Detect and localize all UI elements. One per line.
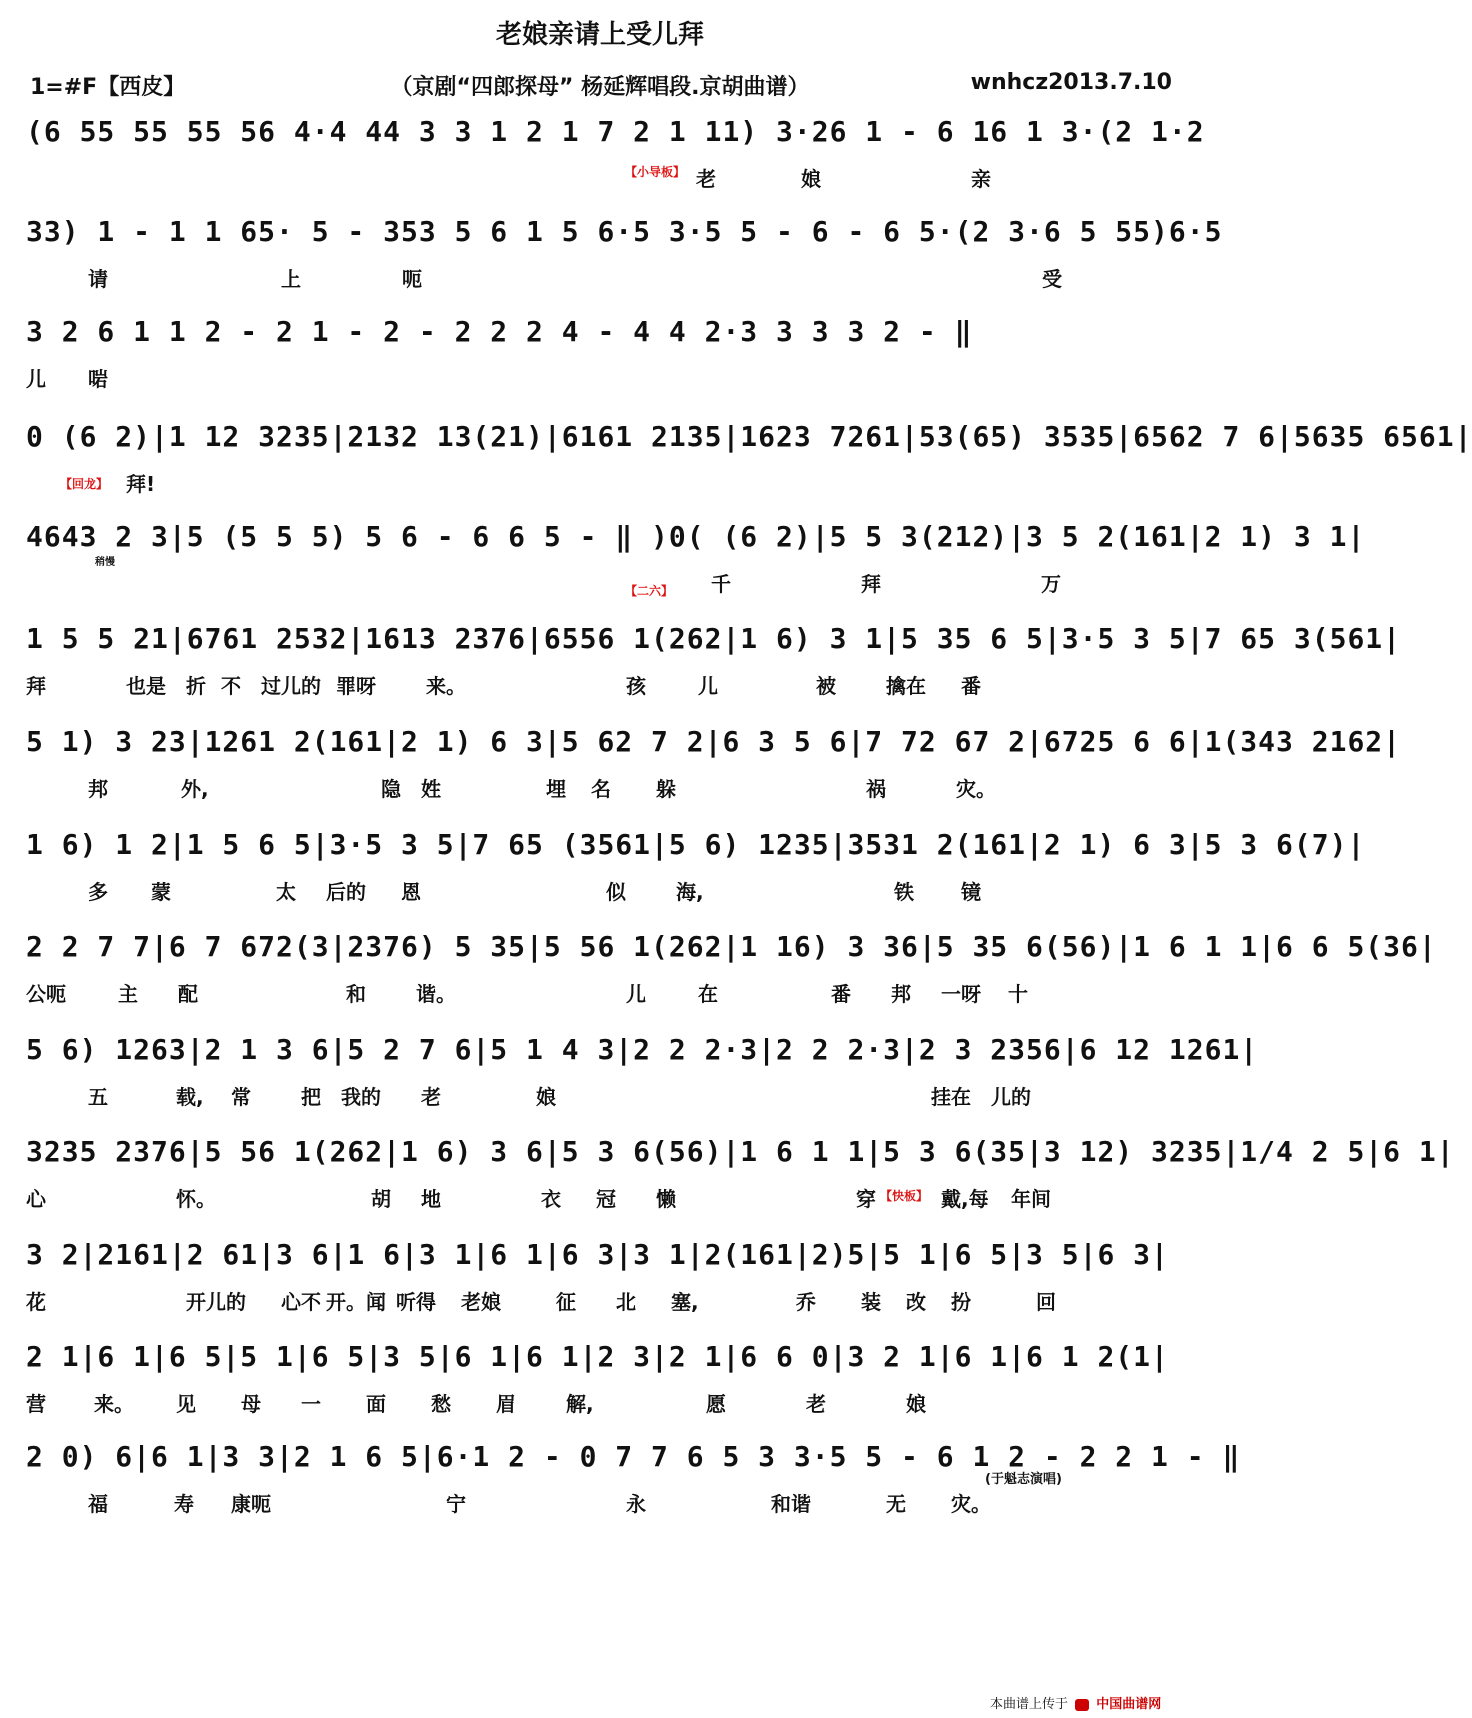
- notation-line: 5 1) 3 23|1261 2(161|2 1) 6 3|5 62 7 2|6 3 5 6|7 72 67 2|6725 6 6|1(343 2162|: [26, 725, 1402, 758]
- lyric-syllable: 衣: [541, 1187, 561, 1211]
- lyric-syllable: 邦: [88, 777, 108, 801]
- lyric-syllable: 配: [178, 982, 198, 1006]
- lyric-syllable: 娘: [801, 167, 821, 191]
- lyric-syllable: 也是: [126, 674, 166, 698]
- footer: [990, 1693, 1161, 1712]
- lyric-syllable: 儿: [26, 367, 46, 391]
- footer-text: 本曲谱上传于: [990, 1697, 1069, 1712]
- lyric-syllable: 后的: [326, 880, 366, 904]
- lyric-syllable: 拜: [26, 674, 46, 698]
- lyric-syllable: 懒: [656, 1187, 676, 1211]
- lyric-syllable: 胡: [371, 1187, 391, 1211]
- lyric-syllable: 来。: [426, 674, 466, 698]
- lyric-syllable: 宁: [446, 1492, 466, 1516]
- lyric-syllable: 母: [241, 1392, 261, 1416]
- lyrics-line: [26, 263, 1176, 293]
- lyric-syllable: 面: [366, 1392, 386, 1416]
- notation-line: 2 0) 6|6 1|3 3|2 1 6 5|6·1 2 - 0 7 7 6 5 3 3·5 5 - 6 1 2 - 2 2 1 - ‖: [26, 1440, 1241, 1473]
- lyric-syllable: 老: [421, 1085, 441, 1109]
- notation-line: 33) 1 - 1 1 65· 5 - 353 5 6 1 5 6·5 3·5 5 - 6 - 6 5·(2 3·6 5 55)6·5: [26, 215, 1223, 248]
- lyrics-line: [26, 1183, 1176, 1213]
- lyric-syllable: 恩: [401, 880, 421, 904]
- tag-huilong: 【回龙】: [60, 477, 109, 491]
- lyric-syllable: 罪呀: [336, 674, 376, 698]
- lyric-syllable: 怀。: [176, 1187, 216, 1211]
- lyric-syllable: 不: [301, 1290, 321, 1314]
- lyric-syllable: 娘: [906, 1392, 926, 1416]
- lyric-syllable: 谐。: [416, 982, 456, 1006]
- notation-line: (6 55 55 55 56 4·4 44 3 3 1 2 1 7 2 1 11) 3·26 1 - 6 16 1 3·(2 1·2: [26, 115, 1205, 148]
- lyric-syllable: 装: [861, 1290, 881, 1314]
- lyric-syllable: 被: [816, 674, 836, 698]
- lyric-syllable: 老娘: [461, 1290, 501, 1314]
- lyric-syllable: 挂在: [931, 1085, 971, 1109]
- lyric-syllable: 一: [301, 1392, 321, 1416]
- lyric-syllable: 年间: [1011, 1187, 1051, 1211]
- notation-line: 3235 2376|5 56 1(262|1 6) 3 6|5 3 6(56)|1 6 1 1|5 3 6(35|3 12) 3235|1/4 2 5|6 1|: [26, 1135, 1455, 1168]
- lyric-syllable: 受: [1042, 267, 1062, 291]
- lyric-syllable: 我的: [341, 1085, 381, 1109]
- lyrics-line: [26, 1488, 1176, 1518]
- lyrics-line: [26, 876, 1176, 906]
- lyrics-line: [26, 1286, 1176, 1316]
- lyric-syllable: 拜!: [126, 472, 156, 496]
- lyric-syllable: 老: [696, 167, 716, 191]
- lyric-syllable: 眉: [496, 1392, 516, 1416]
- lyrics-line: [26, 568, 1176, 598]
- lyric-syllable: 愁: [431, 1392, 451, 1416]
- lyric-syllable: 番: [961, 674, 981, 698]
- site-logo-icon: [1075, 1699, 1089, 1711]
- notation-line: 1 5 5 21|6761 2532|1613 2376|6556 1(262|1 6) 3 1|5 35 6 5|3·5 3 5|7 65 3(561|: [26, 622, 1402, 655]
- notation-line: 4643 2 3|5 (5 5 5) 5 6 - 6 6 5 - ‖ )0( (6 2)|5 5 3(212)|3 5 2(161|2 1) 3 1|: [26, 520, 1366, 553]
- lyric-syllable: 地: [421, 1187, 441, 1211]
- lyric-syllable: 上: [281, 267, 301, 291]
- lyric-syllable: 娘: [536, 1085, 556, 1109]
- lyric-syllable: 儿: [626, 982, 646, 1006]
- notation-line: 1 6) 1 2|1 5 6 5|3·5 3 5|7 65 (3561|5 6) 1235|3531 2(161|2 1) 6 3|5 3 6(7)|: [26, 828, 1366, 861]
- footer-site: 中国曲谱网: [1096, 1697, 1162, 1712]
- lyrics-line: [26, 773, 1176, 803]
- lyric-syllable: 老: [806, 1392, 826, 1416]
- lyric-syllable: 把: [301, 1085, 321, 1109]
- lyric-syllable: 在: [698, 982, 718, 1006]
- lyric-syllable: 蒙: [151, 880, 171, 904]
- key-signature: 1=#F【西皮】: [30, 75, 186, 100]
- tag-shaoman: 稍慢: [95, 557, 115, 568]
- notation-line: 2 2 7 7|6 7 672(3|2376) 5 35|5 56 1(262|1 16) 3 36|5 35 6(56)|1 6 1 1|6 6 5(36|: [26, 930, 1437, 963]
- notation-line: 0 (6 2)|1 12 3235|2132 13(21)|6161 2135|1623 7261|53(65) 3535|6562 7 6|5635 6561|: [26, 420, 1472, 453]
- lyric-syllable: 戴,每: [941, 1187, 989, 1211]
- lyric-syllable: 常: [231, 1085, 251, 1109]
- lyric-syllable: 外,: [181, 777, 209, 801]
- lyric-syllable: 塞,: [671, 1290, 699, 1314]
- lyric-syllable: 一呀: [941, 982, 981, 1006]
- lyric-syllable: 五: [88, 1085, 108, 1109]
- tag-erliu: 【二六】: [625, 584, 674, 598]
- lyric-syllable: 见: [176, 1392, 196, 1416]
- lyric-syllable: 孩: [626, 674, 646, 698]
- lyric-syllable: 铁: [894, 880, 914, 904]
- lyric-syllable: 花: [26, 1290, 46, 1314]
- lyric-syllable: 拜: [861, 572, 881, 596]
- tag-xiaodaoban: 【小导板】: [625, 165, 686, 179]
- lyric-syllable: 开儿的: [186, 1290, 246, 1314]
- lyric-syllable: 无: [886, 1492, 906, 1516]
- lyrics-line: [26, 1081, 1176, 1111]
- lyrics-line: [26, 163, 1176, 193]
- lyric-syllable: 福: [88, 1492, 108, 1516]
- lyric-syllable: 似: [606, 880, 626, 904]
- lyric-syllable: 康呃: [231, 1492, 271, 1516]
- notation-line: 3 2|2161|2 61|3 6|1 6|3 1|6 1|6 3|3 1|2(161|2)5|5 1|6 5|3 5|6 3|: [26, 1238, 1169, 1271]
- lyric-syllable: 躲: [656, 777, 676, 801]
- lyric-syllable: 听得: [396, 1290, 436, 1314]
- lyrics-line: [26, 468, 1176, 498]
- lyric-syllable: 穿: [856, 1187, 876, 1211]
- lyric-syllable: 心: [281, 1290, 301, 1314]
- lyric-syllable: 回: [1036, 1290, 1056, 1314]
- author-date: wnhcz2013.7.10: [970, 70, 1172, 95]
- lyric-syllable: 解,: [566, 1392, 594, 1416]
- lyric-syllable: 海,: [676, 880, 704, 904]
- lyric-syllable: 和: [346, 982, 366, 1006]
- lyric-syllable: 北: [616, 1290, 636, 1314]
- lyric-syllable: 开。闻: [326, 1290, 386, 1314]
- lyric-syllable: 名: [591, 777, 611, 801]
- notation-line: 2 1|6 1|6 5|5 1|6 5|3 5|6 1|6 1|2 3|2 1|6 6 0|3 2 1|6 1|6 1 2(1|: [26, 1340, 1169, 1373]
- lyric-syllable: 呃: [402, 267, 422, 291]
- lyric-syllable: 公呃: [26, 982, 66, 1006]
- lyric-syllable: 扮: [951, 1290, 971, 1314]
- lyric-syllable: 隐: [381, 777, 401, 801]
- lyric-syllable: 折: [186, 674, 206, 698]
- lyric-syllable: 啱: [88, 367, 108, 391]
- performer-credit: (于魁志演唱): [985, 1472, 1062, 1487]
- lyrics-line: [26, 670, 1176, 700]
- lyric-syllable: 姓: [421, 777, 441, 801]
- notation-line: 5 6) 1263|2 1 3 6|5 2 7 6|5 1 4 3|2 2 2·3|2 2 2·3|2 3 2356|6 12 1261|: [26, 1033, 1259, 1066]
- lyric-syllable: 载,: [176, 1085, 204, 1109]
- subtitle: （京剧“四郎探母” 杨延辉唱段.京胡曲谱）: [390, 75, 810, 100]
- lyric-syllable: 乔: [796, 1290, 816, 1314]
- lyric-syllable: 和谐: [771, 1492, 811, 1516]
- lyrics-line: [26, 1388, 1176, 1418]
- lyric-syllable: 埋: [546, 777, 566, 801]
- lyric-syllable: 十: [1008, 982, 1028, 1006]
- lyric-syllable: 祸: [866, 777, 886, 801]
- lyric-syllable: 请: [88, 267, 108, 291]
- lyric-syllable: 邦: [891, 982, 911, 1006]
- lyric-syllable: 冠: [596, 1187, 616, 1211]
- lyric-syllable: 擒在: [886, 674, 926, 698]
- lyric-syllable: 儿: [698, 674, 718, 698]
- lyric-syllable: 多: [88, 880, 108, 904]
- lyric-syllable: 愿: [706, 1392, 726, 1416]
- lyric-syllable: 太: [276, 880, 296, 904]
- lyric-syllable: 亲: [971, 167, 991, 191]
- lyric-syllable: 主: [118, 982, 138, 1006]
- lyric-syllable: 灾。: [956, 777, 996, 801]
- lyric-syllable: 镜: [961, 880, 981, 904]
- lyric-syllable: 不: [221, 674, 241, 698]
- lyric-syllable: 来。: [94, 1392, 134, 1416]
- lyric-syllable: 儿的: [991, 1085, 1031, 1109]
- lyric-syllable: 寿: [174, 1492, 194, 1516]
- tag-kuaiban: 【快板】: [880, 1189, 929, 1203]
- lyric-syllable: 番: [831, 982, 851, 1006]
- lyric-syllable: 改: [906, 1290, 926, 1314]
- lyric-syllable: 心: [26, 1187, 46, 1211]
- lyric-syllable: 营: [26, 1392, 46, 1416]
- lyrics-line: [26, 363, 1176, 393]
- page-title: 老娘亲请上受儿拜: [495, 20, 704, 50]
- lyric-syllable: 万: [1041, 572, 1061, 596]
- lyrics-line: [26, 978, 1176, 1008]
- lyric-syllable: 千: [711, 572, 731, 596]
- lyric-syllable: 灾。: [951, 1492, 991, 1516]
- lyric-syllable: 永: [626, 1492, 646, 1516]
- notation-line: 3 2 6 1 1 2 - 2 1 - 2 - 2 2 2 4 - 4 4 2·3 3 3 3 2 - ‖: [26, 315, 973, 348]
- lyric-syllable: 征: [556, 1290, 576, 1314]
- lyric-syllable: 过儿的: [261, 674, 321, 698]
